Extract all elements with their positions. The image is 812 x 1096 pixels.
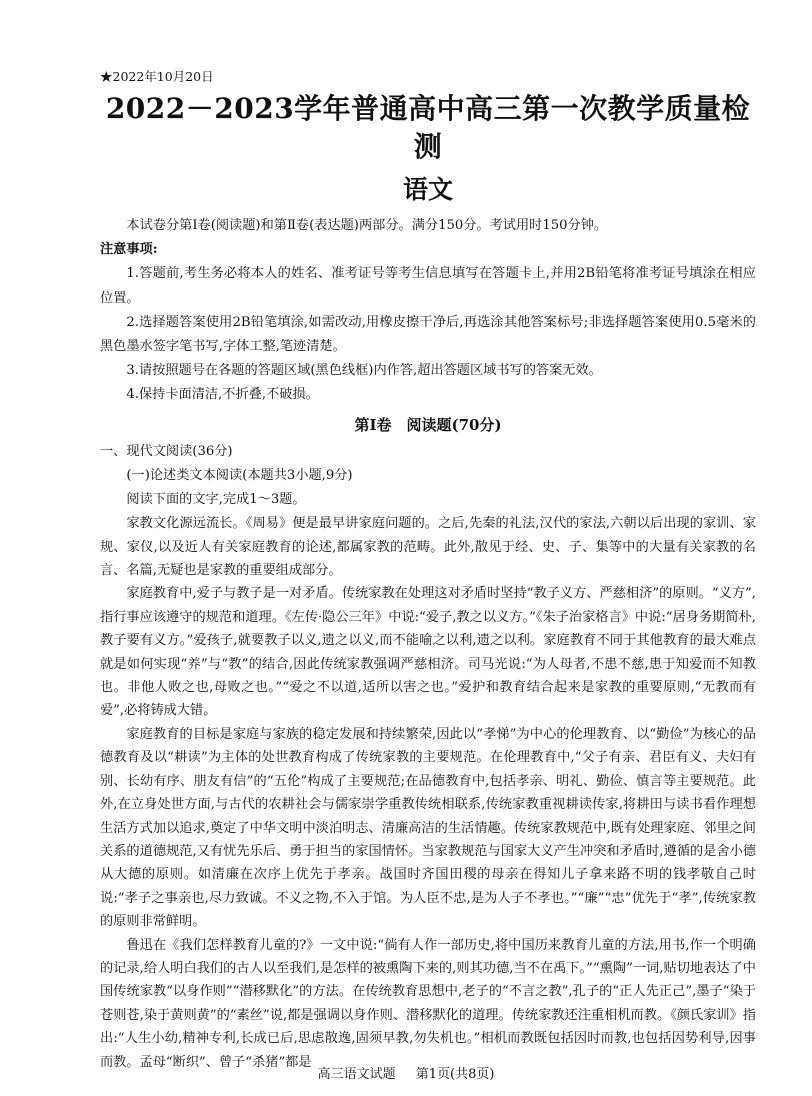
note-item: 1.答题前,考生务必将本人的姓名、准考证号等考生信息填写在答题卡上,并用2B铅笔将准考证号填涂在相应位置。 (100, 266, 756, 306)
passage-paragraph: 家庭教育中,爱子与教子是一对矛盾。传统家教在处理这对矛盾时坚持“教子义方、严慈相济”的原则。“义方”,指行事应该遵守的规范和道理。《左传·隐公三年》中说:“爱子,教之以义方。”《朱子治家格言》中说:“居身务期简朴,教子要有义方。”爱孩子,就要教子以义,遗之以义,而不能喻之以利,遗之以利。家庭教育不同于其他教育的最大难点就是如何实现“养”与“教”的结合,因此传统家教强调严慈相济。司马光说:“为人母者,不患不慈,患于知爱而不知教也。非他人败之也,母败之也。”“爱之不以道,适所以害之也。”爱护和教育结合起来是家教的重要原则,“无教而有爱”,必将铸成大错。 (100, 586, 756, 719)
footer-page-number: 第1页(共8页) (415, 1067, 495, 1082)
subsection-heading: (一)论述类文本阅读(本题共3小题,9分) (126, 467, 353, 483)
section-heading: 一、现代文阅读(36分) (100, 443, 233, 459)
page-footer (0, 1066, 812, 1084)
passage-paragraph: 鲁迅在《我们怎样教育儿童的?》一文中说:“倘有人作一部历史,将中国历来教育儿童的方法,用书,作一个明确的记录,给人明白我们的古人以至我们,是怎样的被熏陶下来的,则其功德,当不在禹下。”“熏陶”一词,贴切地表达了中国传统家教“以身作则”“潜移默化”的方法。在传统教育思想中,老子的“不言之教”,孔子的“正人先正己”,墨子“染于苍则苍,染于黄则黄”的“素丝”说,都是强调以身作则、潜移默化的道理。传统家教还注重相机而教。《颜氏家训》指出:“人生小幼,精神专利,长成已后,思虑散逸,固须早教,勿失机也。”相机而教既包括因时而教,也包括因势利导,因事而教。孟母“断织”、曾子“杀猪”都是 (100, 937, 756, 1070)
exam-date: ★2022年10月20日 (100, 69, 214, 84)
exam-intro: 本试卷分第Ⅰ卷(阅读题)和第Ⅱ卷(表达题)两部分。满分150分。考试用时150分钟。 (126, 218, 608, 233)
part1-heading: 第Ⅰ卷 阅读题(70分) (354, 415, 502, 434)
note-item: 2.选择题答案使用2B铅笔填涂,如需改动,用橡皮擦干净后,再选涂其他答案标号;非选择题答案使用0.5毫米的黑色墨水签字笔书写,字体工整,笔迹清楚。 (100, 314, 756, 355)
exam-subject: 语文 (402, 175, 453, 204)
note-item: 3.请按照题号在各题的答题区域(黑色线框)内作答,超出答题区域书写的答案无效。 (126, 363, 602, 379)
passage-paragraph: 家庭教育的目标是家庭与家族的稳定发展和持续繁荣,因此以“孝悌”为中心的伦理教育、以“勤俭”为核心的品德教育及以“耕读”为主体的处世教育构成了传统家教的主要规范。在伦理教育中,“父子有亲、君臣有义、夫妇有别、长幼有序、朋友有信”的“五伦”构成了主要规范;在品德教育中,包括孝亲、明礼、勤俭、慎言等主要规范。此外,在立身处世方面,与古代的农耕社会与儒家崇学重教传统相联系,传统家教重视耕读传家,将耕田与读书看作理想生活方式加以追求,奠定了中华文明中淡泊明志、清廉高洁的生活情趣。传统家教规范中,既有处理家庭、邻里之间关系的道德规范,又有忧先乐后、勇于担当的家国情怀。当家教规范与国家大义产生冲突和矛盾时,遵循的是舍小德从大德的原则。如清廉在次序上优先于孝亲。战国时齐国田稷的母亲在得知儿子拿来路不明的钱孝敬自己时说:“孝子之事亲也,尽力致诚。不义之物,不入于馆。为人臣不忠,是为人子不孝也。”“廉”“忠”优先于“孝”,传统家教的原则非常鲜明。 (100, 726, 756, 930)
notes-heading: 注意事项: (100, 242, 158, 258)
note-item: 4.保持卡面清洁,不折叠,不破损。 (126, 387, 319, 403)
footer-label: 高三语文试题 (317, 1067, 396, 1082)
reading-instruction: 阅读下面的文字,完成1～3题。 (126, 492, 306, 508)
exam-title: 2022－2023学年普通高中高三第一次教学质量检测 (105, 92, 751, 163)
passage-paragraph: 家教文化源远流长。《周易》便是最早讲家庭问题的。之后,先秦的礼法,汉代的家法,六朝以后出现的家训、家规、家仪,以及近人有关家庭教育的论述,都属家教的范畴。此外,散见于经、史、子、集等中的大量有关家教的名言、名篇,无疑也是家教的重要组成部分。 (100, 516, 756, 579)
